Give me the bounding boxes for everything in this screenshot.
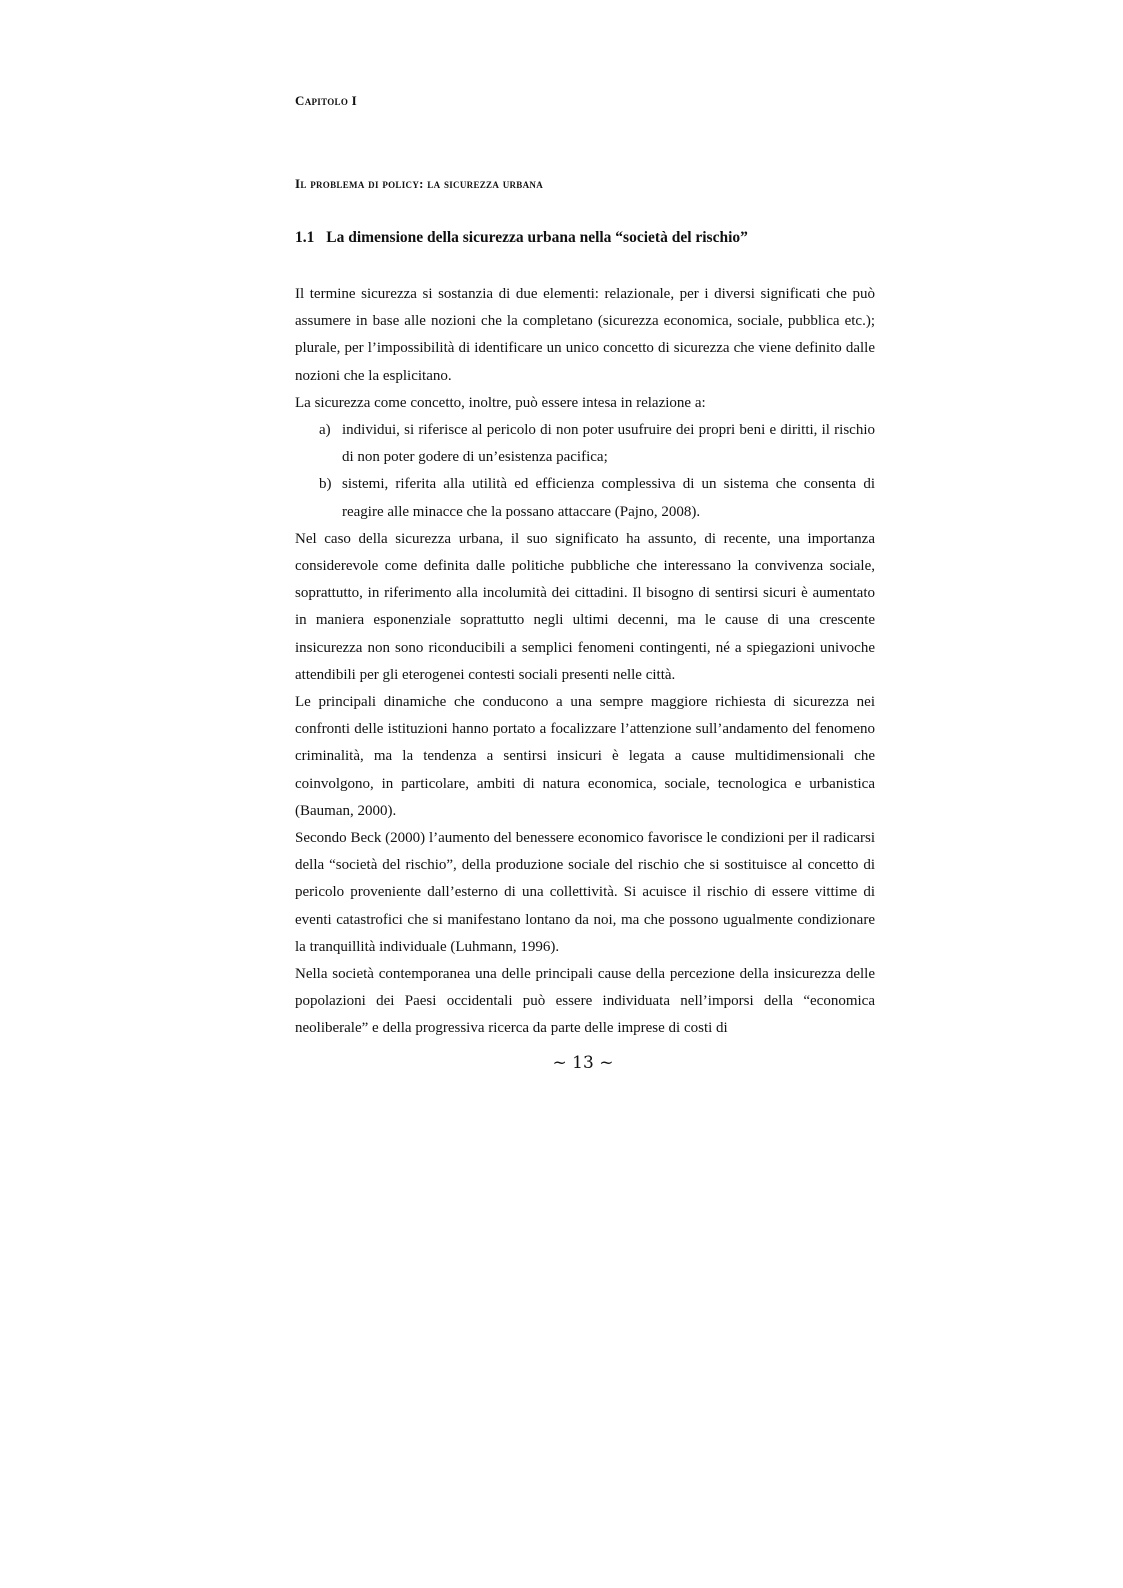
paragraph: Le principali dinamiche che conducono a una sempre maggiore richiesta di sicurezza nei confronti delle istituzioni hanno portato a focalizzare l’attenzione sull’andamento del fenomeno criminalità, ma la tendenza a sentirsi insicuri è legata a cause multidimensionali che coinvolgono, in particolare, ambiti di natura economica, sociale, tecnologica e urbanistica (Bauman, 2000). (295, 694, 875, 819)
paragraph: Secondo Beck (2000) l’aumento del benessere economico favorisce le condizioni per il radicarsi della “società del rischio”, della produzione sociale del rischio che si sostituisce al concetto di pericolo proveniente dall’esterno di una collettività. Si acuisce il rischio di essere vittime di eventi catastrofici che si manifestano lontano da noi, ma che possono ugualmente condizionare la tranquillità individuale (Luhmann, 1996). (295, 830, 875, 955)
section-title: La dimensione della sicurezza urbana nella “società del rischio” (326, 229, 748, 246)
paragraph: Nella società contemporanea una delle principali cause della percezione della insicurezza delle popolazioni dei Paesi occidentali può essere individuata nell’imporsi della “economica neoliberale” e della progressiva ricerca da parte delle imprese di costi di (295, 966, 875, 1037)
list (295, 417, 875, 526)
list-marker: a) (319, 422, 331, 439)
list-item-text: sistemi, riferita alla utilità ed efficienza complessiva di un sistema che consenta di reagire alle minacce che la possano attaccare (Pajno, 2008). (342, 476, 875, 520)
list-item (295, 417, 875, 471)
paragraph: La sicurezza come concetto, inoltre, può essere intesa in relazione a: (295, 394, 706, 411)
page-number: ~ 13 ~ (552, 1053, 614, 1073)
list-marker: b) (319, 476, 332, 493)
list-item-text: individui, si riferisce al pericolo di non poter usufruire dei propri beni e diritti, il rischio di non poter godere di un’esistenza pacifica; (342, 422, 875, 466)
section-heading (295, 229, 748, 247)
body-text (295, 281, 875, 1043)
list-item (295, 471, 875, 525)
chapter-label: Capitolo I (295, 93, 358, 108)
part-title: Il problema di policy: la sicurezza urbana (295, 176, 544, 191)
paragraph: Il termine sicurezza si sostanzia di due elementi: relazionale, per i diversi significati che può assumere in base alle nozioni che la completano (sicurezza economica, sociale, pubblica etc.); plurale, per l’impossibilità di identificare un unico concetto di sicurezza che viene definito dalle nozioni che la esplicitano. (295, 286, 875, 384)
section-number: 1.1 (295, 229, 315, 246)
paragraph: Nel caso della sicurezza urbana, il suo significato ha assunto, di recente, una importanza considerevole come definita dalle politiche pubbliche che interessano la convivenza sociale, soprattutto, in riferimento alla incolumità dei cittadini. Il bisogno di sentirsi sicuri è aumentato in maniera esponenziale soprattutto negli ultimi decenni, ma le cause di una crescente insicurezza non sono riconducibili a semplici fenomeni contingenti, né a spiegazioni univoche attendibili per gli eterogenei contesti sociali presenti nelle città. (295, 530, 875, 683)
